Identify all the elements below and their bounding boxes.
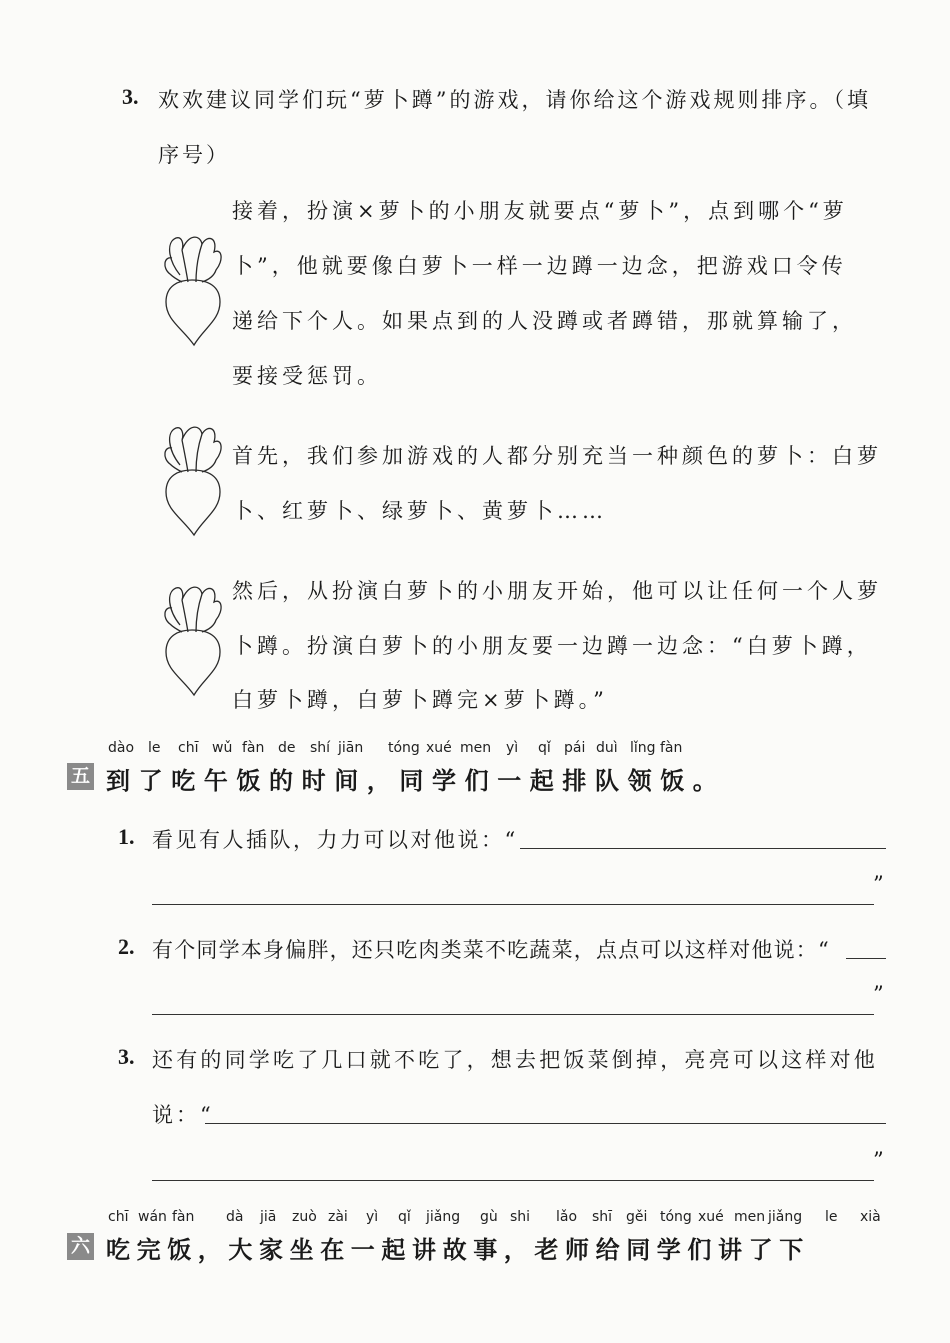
s5-item3-answer-line[interactable] [152,1180,874,1181]
pinyin-syllable: duì [596,740,618,756]
pinyin-syllable: fàn [172,1209,195,1225]
s5-item2-answer-line[interactable] [152,1014,874,1015]
pinyin-syllable: lǎo [556,1209,578,1225]
pinyin-syllable: zuò [292,1209,317,1225]
s5-item2-answer-line[interactable] [846,958,886,959]
pinyin-syllable: pái [564,740,586,756]
section5-pinyin-row [108,740,708,758]
pinyin-syllable: gù [480,1209,498,1225]
pinyin-syllable: shi [510,1209,531,1225]
pinyin-syllable: fàn [660,740,683,756]
s5-item3-answer-line[interactable] [205,1123,886,1124]
pinyin-syllable: qǐ [398,1209,411,1225]
pinyin-syllable: shī [592,1209,613,1225]
s5-item1-answer-line[interactable] [152,904,874,905]
pinyin-syllable: qǐ [538,740,551,756]
pinyin-syllable: yì [506,740,519,756]
pinyin-syllable: xué [426,740,452,756]
question-3-prompt-line2: 序号） [158,143,230,167]
card1-line: 接着，扮演×萝卜的小朋友就要点“萝卜”，点到哪个“萝 [232,199,848,223]
radish-icon-slot-3[interactable] [158,580,228,700]
section5-title: 到了吃午饭的时间，同学们一起排队领饭。 [106,767,726,795]
section6-pinyin-row [108,1209,888,1227]
pinyin-syllable: xué [698,1209,724,1225]
s5-item1-close-quote: ” [873,872,884,896]
pinyin-syllable: dà [226,1209,244,1225]
pinyin-syllable: chī [178,740,199,756]
pinyin-syllable: tóng [660,1209,692,1225]
s5-item2-number: 2. [118,934,135,959]
pinyin-syllable: fàn [242,740,265,756]
pinyin-syllable: zài [328,1209,348,1225]
question-3-prompt-line1: 欢欢建议同学们玩“萝卜蹲”的游戏，请你给这个游戏规则排序。（填 [158,88,871,112]
pinyin-syllable: men [460,740,492,756]
s5-item3-text: 还有的同学吃了几口就不吃了，想去把饭菜倒掉，亮亮可以这样对他 [152,1048,878,1072]
pinyin-syllable: de [278,740,296,756]
card3-line: 然后，从扮演白萝卜的小朋友开始，他可以让任何一个人萝 [232,579,882,603]
pinyin-syllable: jiān [338,740,364,756]
radish-icon-slot-1[interactable] [158,230,228,350]
pinyin-syllable: wán [138,1209,167,1225]
card2-line: 首先，我们参加游戏的人都分别充当一种颜色的萝卜：白萝 [232,444,882,468]
pinyin-syllable: jiǎng [426,1209,461,1225]
pinyin-syllable: yì [366,1209,379,1225]
pinyin-syllable: men [734,1209,766,1225]
section5-badge: 五 [67,763,94,790]
pinyin-syllable: le [148,740,161,756]
pinyin-syllable: shí [310,740,331,756]
card1-line: 要接受惩罚。 [232,364,382,388]
s5-item1-number: 1. [118,824,135,849]
pinyin-syllable: le [825,1209,838,1225]
pinyin-syllable: jiā [260,1209,277,1225]
card2-line: 卜、红萝卜、绿萝卜、黄萝卜…… [232,499,607,523]
s5-item3-number: 3. [118,1044,135,1069]
s5-item1-answer-line[interactable] [520,848,886,849]
s5-item1-text: 看见有人插队，力力可以对他说：“ [152,828,518,852]
card3-line: 卜蹲。扮演白萝卜的小朋友要一边蹲一边念：“白萝卜蹲， [232,634,872,658]
section6-badge: 六 [67,1233,94,1260]
pinyin-syllable: chī [108,1209,129,1225]
section6-title: 吃完饭，大家坐在一起讲故事，老师给同学们讲了下 [106,1236,810,1264]
pinyin-syllable: lǐng [630,740,656,756]
pinyin-syllable: xià [860,1209,881,1225]
question-3-number: 3. [122,84,139,109]
pinyin-syllable: jiǎng [768,1209,803,1225]
s5-item2-close-quote: ” [873,982,884,1006]
card1-line: 卜”，他就要像白萝卜一样一边蹲一边念，把游戏口令传 [232,254,847,278]
card3-line: 白萝卜蹲，白萝卜蹲完×萝卜蹲。” [232,688,608,712]
pinyin-syllable: wǔ [212,740,233,756]
s5-item3-close-quote: ” [873,1148,884,1172]
s5-item3-text2: 说：“ [152,1103,214,1127]
s5-item2-text: 有个同学本身偏胖，还只吃肉类菜不吃蔬菜，点点可以这样对他说：“ [152,938,830,962]
pinyin-syllable: dào [108,740,135,756]
pinyin-syllable: tóng [388,740,420,756]
radish-icon-slot-2[interactable] [158,420,228,540]
pinyin-syllable: gěi [626,1209,648,1225]
card1-line: 递给下个人。如果点到的人没蹲或者蹲错，那就算输了， [232,309,857,333]
